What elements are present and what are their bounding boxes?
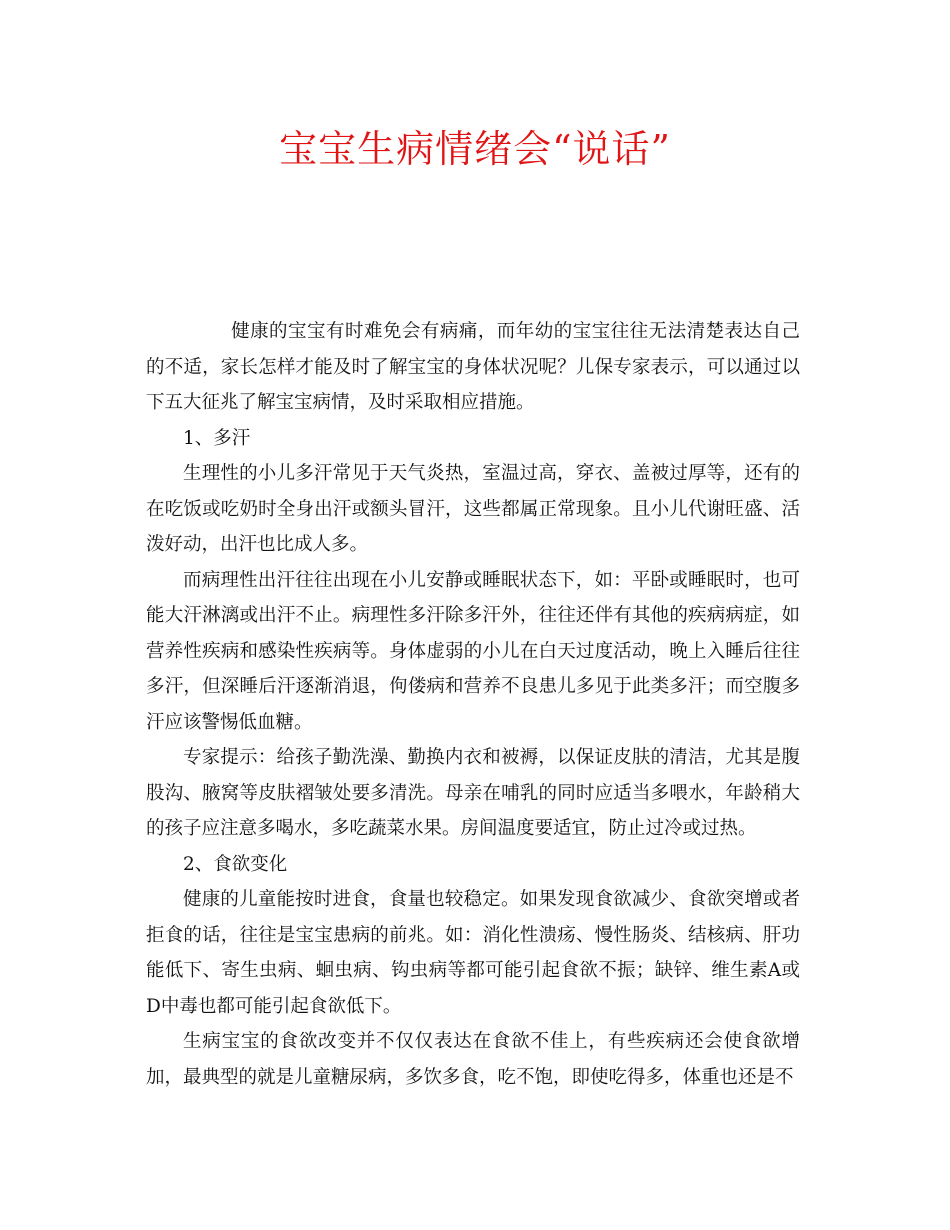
body-paragraph: 生理性的小儿多汗常见于天气炎热，室温过高，穿衣、盖被过厚等，还有的在吃饭或吃奶时全身出汗或额头冒汗，这些都属正常现象。且小儿代谢旺盛、活泼好动，出汗也比成人多。 bbox=[146, 463, 800, 555]
expert-tip-paragraph: 专家提示：给孩子勤洗澡、勤换内衣和被褥，以保证皮肤的清洁，尤其是腹股沟、腋窝等皮肤褶皱处要多清洗。母亲在哺乳的同时应适当多喂水，年龄稍大的孩子应注意多喝水，多吃蔬菜水果。房间温度要适宜，防止过冷或过热。 bbox=[146, 747, 800, 839]
document-body bbox=[146, 314, 800, 1095]
intro-paragraph: 健康的宝宝有时难免会有病痛，而年幼的宝宝往往无法清楚表达自己的不适，家长怎样才能及时了解宝宝的身体状况呢？儿保专家表示，可以通过以下五大征兆了解宝宝病情，及时采取相应措施。 bbox=[146, 321, 800, 413]
section-heading-appetite: 2、食欲变化 bbox=[183, 853, 288, 875]
section-heading-sweating: 1、多汗 bbox=[183, 427, 251, 449]
body-paragraph: 而病理性出汗往往出现在小儿安静或睡眠状态下，如：平卧或睡眠时，也可能大汗淋漓或出汗不止。病理性多汗除多汗外，往往还伴有其他的疾病病症，如营养性疾病和感染性疾病等。身体虚弱的小儿在白天过度活动，晚上入睡后往往多汗，但深睡后汗逐渐消退，佝偻病和营养不良患儿多见于此类多汗；而空腹多汗应该警惕低血糖。 bbox=[146, 569, 800, 733]
body-paragraph: 健康的儿童能按时进食，食量也较稳定。如果发现食欲减少、食欲突增或者拒食的话，往往是宝宝患病的前兆。如：消化性溃疡、慢性肠炎、结核病、肝功能低下、寄生虫病、蛔虫病、钩虫病等都可能引起食欲不振；缺锌、维生素A或D中毒也都可能引起食欲低下。 bbox=[146, 889, 800, 1017]
body-paragraph: 生病宝宝的食欲改变并不仅仅表达在食欲不佳上，有些疾病还会使食欲增加，最典型的就是儿童糖尿病，多饮多食，吃不饱，即使吃得多，体重也还是不 bbox=[146, 1031, 800, 1088]
document-title: 宝宝生病情绪会“说话” bbox=[279, 127, 671, 171]
